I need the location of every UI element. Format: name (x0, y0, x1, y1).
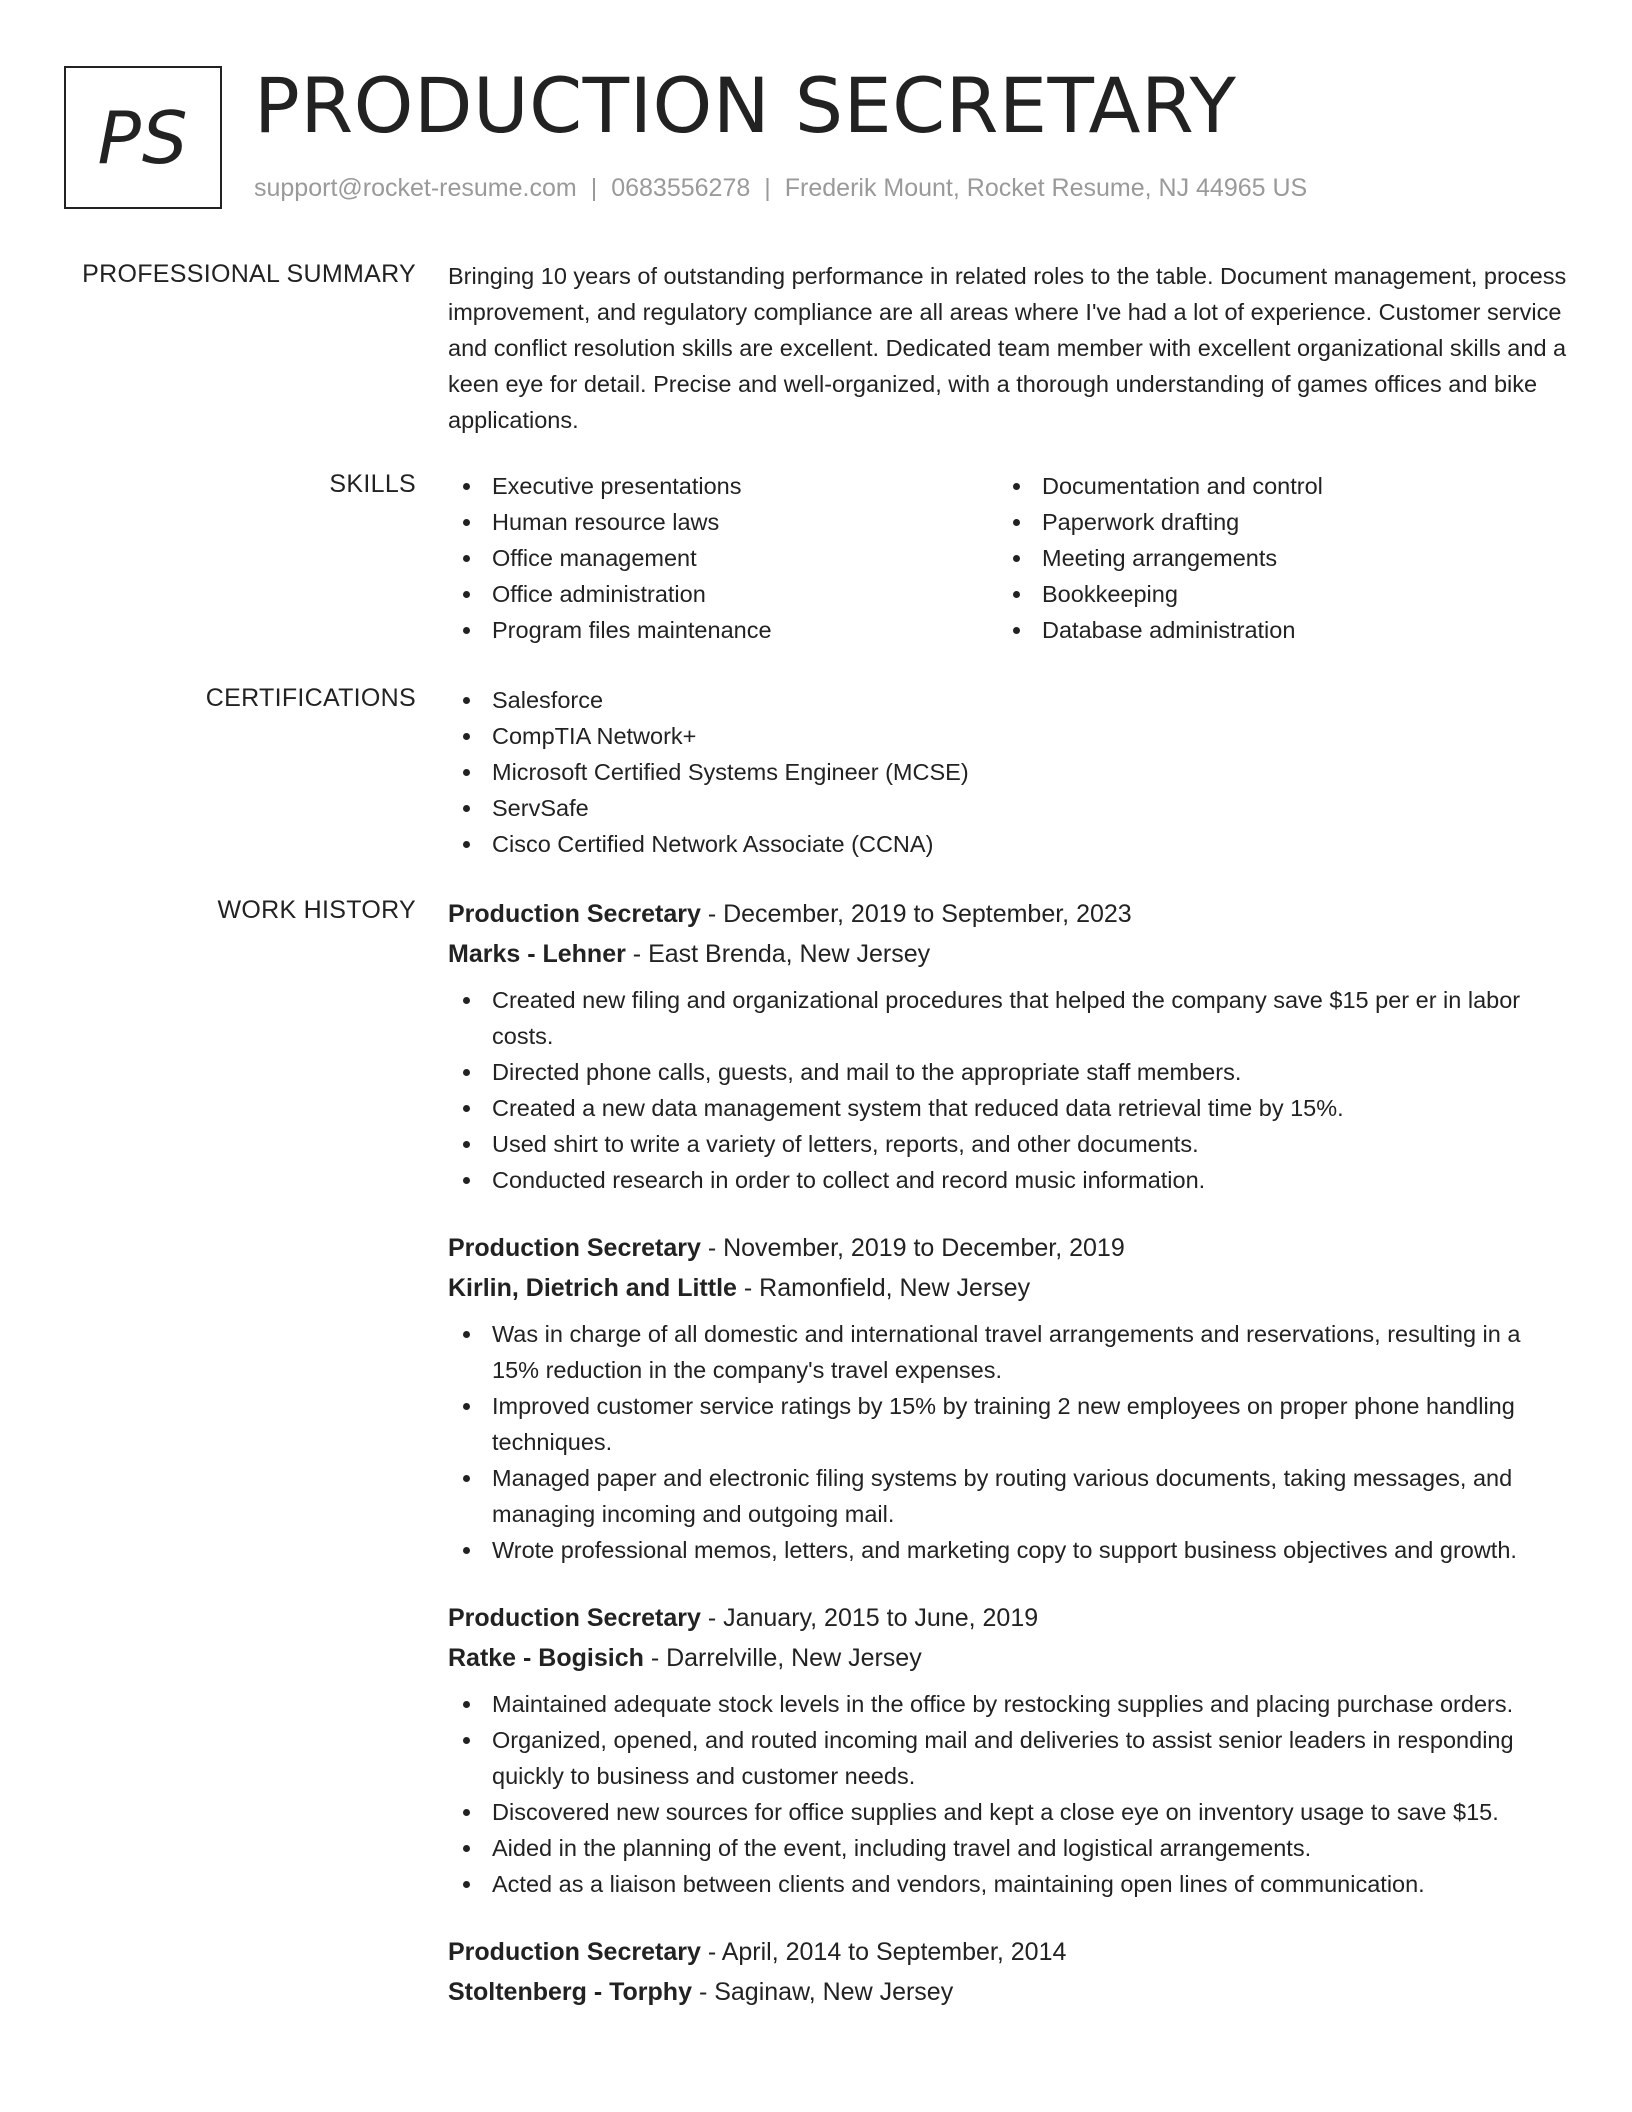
job-entry (448, 894, 1568, 1198)
job-bullets (448, 1686, 1568, 1902)
job-company: Kirlin, Dietrich and Little (448, 1274, 737, 1302)
job-dates: - November, 2019 to December, 2019 (707, 1234, 1125, 1262)
work-history-body (448, 894, 1568, 2042)
list-item: Database administration (998, 612, 1548, 648)
monogram-box (64, 66, 222, 209)
list-item: Directed phone calls, guests, and mail to the appropriate staff members. (448, 1054, 1568, 1090)
job-company-line (448, 1268, 1568, 1308)
list-item: Paperwork drafting (998, 504, 1548, 540)
list-item: ServSafe (448, 790, 1568, 826)
resume-header (64, 61, 1564, 210)
certifications-body (448, 682, 1568, 862)
list-item: Office administration (448, 576, 998, 612)
job-dates: - January, 2015 to June, 2019 (707, 1604, 1039, 1632)
job-title-line (448, 1932, 1568, 1972)
list-item: Created new filing and organizational procedures that helped the company save $15 per er in labor costs. (448, 982, 1568, 1054)
job-entry (448, 1932, 1568, 2012)
list-item: CompTIA Network+ (448, 718, 1568, 754)
list-item: Meeting arrangements (998, 540, 1548, 576)
skills-column-1 (448, 468, 998, 648)
skills-heading: SKILLS (329, 470, 416, 498)
job-company-line (448, 934, 1568, 974)
job-entry (448, 1228, 1568, 1568)
list-item: Organized, opened, and routed incoming mail and deliveries to assist senior leaders in responding quickly to business and customer needs. (448, 1722, 1568, 1794)
list-item: Was in charge of all domestic and international travel arrangements and reservations, resulting in a 15% reduction in the company's travel expenses. (448, 1316, 1568, 1388)
certifications-heading: CERTIFICATIONS (205, 684, 416, 712)
job-title: Production Secretary (448, 1234, 701, 1262)
skills-column-2 (998, 468, 1548, 648)
job-title: Production Secretary (448, 900, 701, 928)
list-item: Aided in the planning of the event, including travel and logistical arrangements. (448, 1830, 1568, 1866)
job-dates: - December, 2019 to September, 2023 (707, 900, 1132, 928)
job-dates: - April, 2014 to September, 2014 (707, 1938, 1067, 1966)
list-item: Discovered new sources for office supplies and kept a close eye on inventory usage to save $15. (448, 1794, 1568, 1830)
page-title: PRODUCTION SECRETARY (254, 61, 1237, 150)
contact-phone[interactable]: 0683556278 (611, 174, 751, 202)
summary-text: Bringing 10 years of outstanding performance in related roles to the table. Document management, process improvement, and regulatory compliance are all areas where I've had a lot of experience. Customer service and conflict resolution skills are excellent. Dedicated team member with excellent organizational skills and a keen eye for detail. Precise and well-organized, with a thorough understanding of games offices and bike applications. (448, 263, 1567, 433)
work-history-heading: WORK HISTORY (217, 896, 416, 924)
contact-address: Frederik Mount, Rocket Resume, NJ 44965 US (784, 174, 1308, 202)
job-location: - Saginaw, New Jersey (698, 1978, 954, 2006)
monogram-initials: PS (97, 95, 189, 180)
job-location: - Ramonfield, New Jersey (743, 1274, 1031, 1302)
list-item: Maintained adequate stock levels in the office by restocking supplies and placing purchase orders. (448, 1686, 1568, 1722)
job-title: Production Secretary (448, 1938, 701, 1966)
list-item: Salesforce (448, 682, 1568, 718)
list-item: Improved customer service ratings by 15% by training 2 new employees on proper phone handling techniques. (448, 1388, 1568, 1460)
list-item: Documentation and control (998, 468, 1548, 504)
list-item: Microsoft Certified Systems Engineer (MCSE) (448, 754, 1568, 790)
certifications-list (448, 682, 1568, 862)
list-item: Conducted research in order to collect and record music information. (448, 1162, 1568, 1198)
list-item: Program files maintenance (448, 612, 998, 648)
list-item: Executive presentations (448, 468, 998, 504)
contact-separator: | (764, 174, 771, 202)
list-item: Created a new data management system that reduced data retrieval time by 15%. (448, 1090, 1568, 1126)
list-item: Acted as a liaison between clients and vendors, maintaining open lines of communication. (448, 1866, 1568, 1902)
job-company-line (448, 1972, 1568, 2012)
list-item: Used shirt to write a variety of letters, reports, and other documents. (448, 1126, 1568, 1162)
list-item: Office management (448, 540, 998, 576)
job-entry (448, 1598, 1568, 1902)
summary-heading: PROFESSIONAL SUMMARY (82, 260, 416, 288)
job-title-line (448, 1598, 1568, 1638)
job-bullets (448, 1316, 1568, 1568)
list-item: Wrote professional memos, letters, and marketing copy to support business objectives and growth. (448, 1532, 1568, 1568)
list-item: Cisco Certified Network Associate (CCNA) (448, 826, 1568, 862)
job-company: Ratke - Bogisich (448, 1644, 644, 1672)
job-title: Production Secretary (448, 1604, 701, 1632)
list-item: Managed paper and electronic filing systems by routing various documents, taking messages, and managing incoming and outgoing mail. (448, 1460, 1568, 1532)
list-item: Bookkeeping (998, 576, 1548, 612)
job-title-line (448, 894, 1568, 934)
job-company: Marks - Lehner (448, 940, 626, 968)
contact-separator: | (590, 174, 598, 202)
job-company-line (448, 1638, 1568, 1678)
skills-body (448, 468, 1568, 648)
job-company: Stoltenberg - Torphy (448, 1978, 692, 2006)
contact-line (254, 174, 1307, 203)
job-title-line (448, 1228, 1568, 1268)
list-item: Human resource laws (448, 504, 998, 540)
job-location: - Darrelville, New Jersey (650, 1644, 922, 1672)
job-location: - East Brenda, New Jersey (632, 940, 931, 968)
job-bullets (448, 982, 1568, 1198)
contact-email[interactable]: support@rocket-resume.com (254, 174, 577, 202)
